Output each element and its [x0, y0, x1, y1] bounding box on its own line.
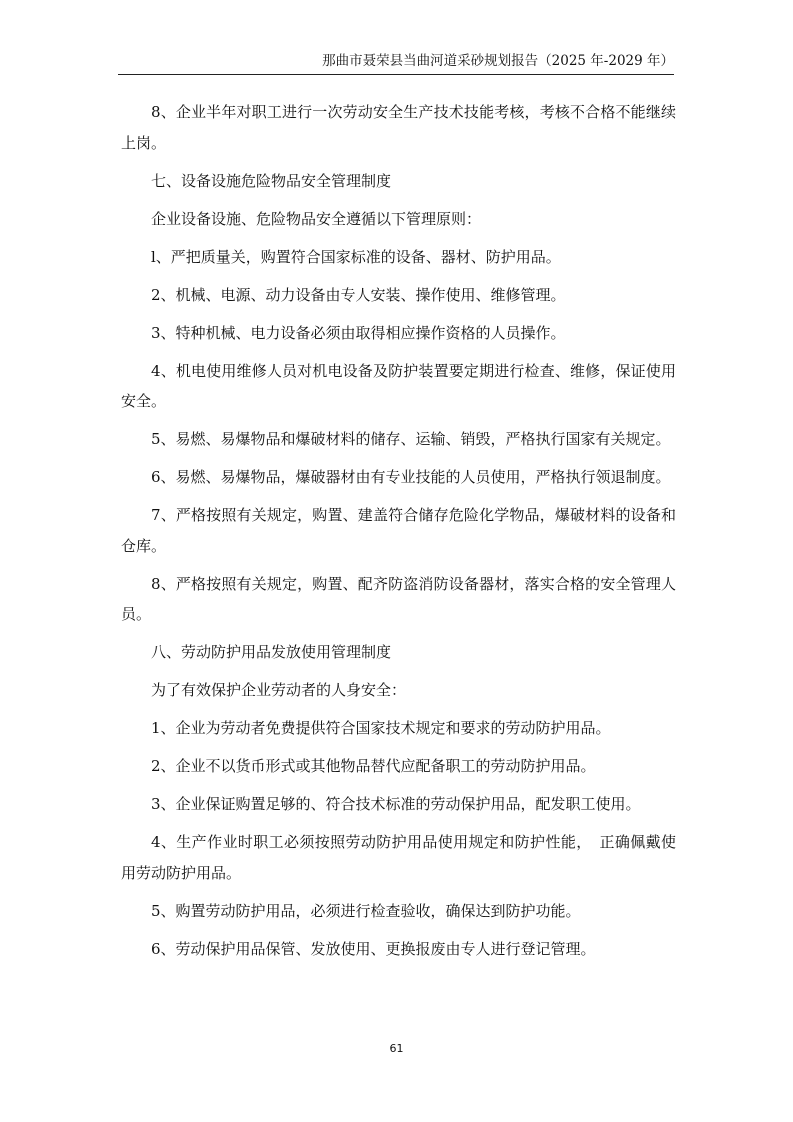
section-heading: 八、劳动防护用品发放使用管理制度 — [151, 643, 392, 661]
list-item: 2、企业不以货币形式或其他物品替代应配备职工的劳动防护用品。 — [151, 757, 596, 775]
paragraph: 为了有效保护企业劳动者的人身安全： — [151, 681, 407, 699]
page-number: 61 — [389, 1042, 404, 1055]
body-text — [121, 97, 676, 964]
list-item: 3、特种机械、电力设备必须由取得相应操作资格的人员操作。 — [151, 323, 566, 342]
list-item: 3、企业保证购置足够的、符合技术标准的劳动保护用品，配发职工使用。 — [151, 795, 641, 813]
list-item: 2、机械、电源、动力设备由专人安装、操作使用、维修管理。 — [151, 285, 566, 304]
running-header — [118, 52, 674, 75]
list-item: 8、严格按照有关规定，购置、配齐防盗消防设备器材，落实合格的安全管理人员。 — [121, 574, 676, 623]
list-item: 5、易燃、易爆物品和爆破材料的储存、运输、销毁，严格执行国家有关规定。 — [151, 430, 671, 448]
document-title: 那曲市聂荣县当曲河道采砂规划报告（2025 年-2029 年） — [322, 53, 674, 69]
list-item: 7、严格按照有关规定，购置、建盖符合储存危险化学物品，爆破材料的设备和仓库。 — [121, 506, 676, 555]
list-item: 5、购置劳动防护用品，必须进行检查验收，确保达到防护功能。 — [151, 901, 581, 920]
list-item: 1、企业为劳动者免费提供符合国家技术规定和要求的劳动防护用品。 — [151, 719, 611, 737]
list-item: 4、机电使用维修人员对机电设备及防护装置要定期进行检查、维修，保证使用安全。 — [121, 361, 676, 410]
list-item: l、严把质量关，购置符合国家标准的设备、器材、防护用品。 — [151, 247, 561, 266]
section-heading: 七、设备设施危险物品安全管理制度 — [151, 171, 392, 190]
list-item: 4、生产作业时职工必须按照劳动防护用品使用规定和防护性能， 正确佩戴使用劳动防护用品。 — [121, 833, 676, 882]
paragraph: 企业设备设施、危险物品安全遵循以下管理原则： — [151, 209, 482, 228]
paragraph: 8、企业半年对职工进行一次劳动安全生产技术技能考核，考核不合格不能继续上岗。 — [121, 103, 676, 152]
list-item: 6、劳动保护用品保管、发放使用、更换报废由专人进行登记管理。 — [151, 939, 596, 958]
list-item: 6、易燃、易爆物品，爆破器材由有专业技能的人员使用，严格执行领退制度。 — [151, 468, 671, 486]
